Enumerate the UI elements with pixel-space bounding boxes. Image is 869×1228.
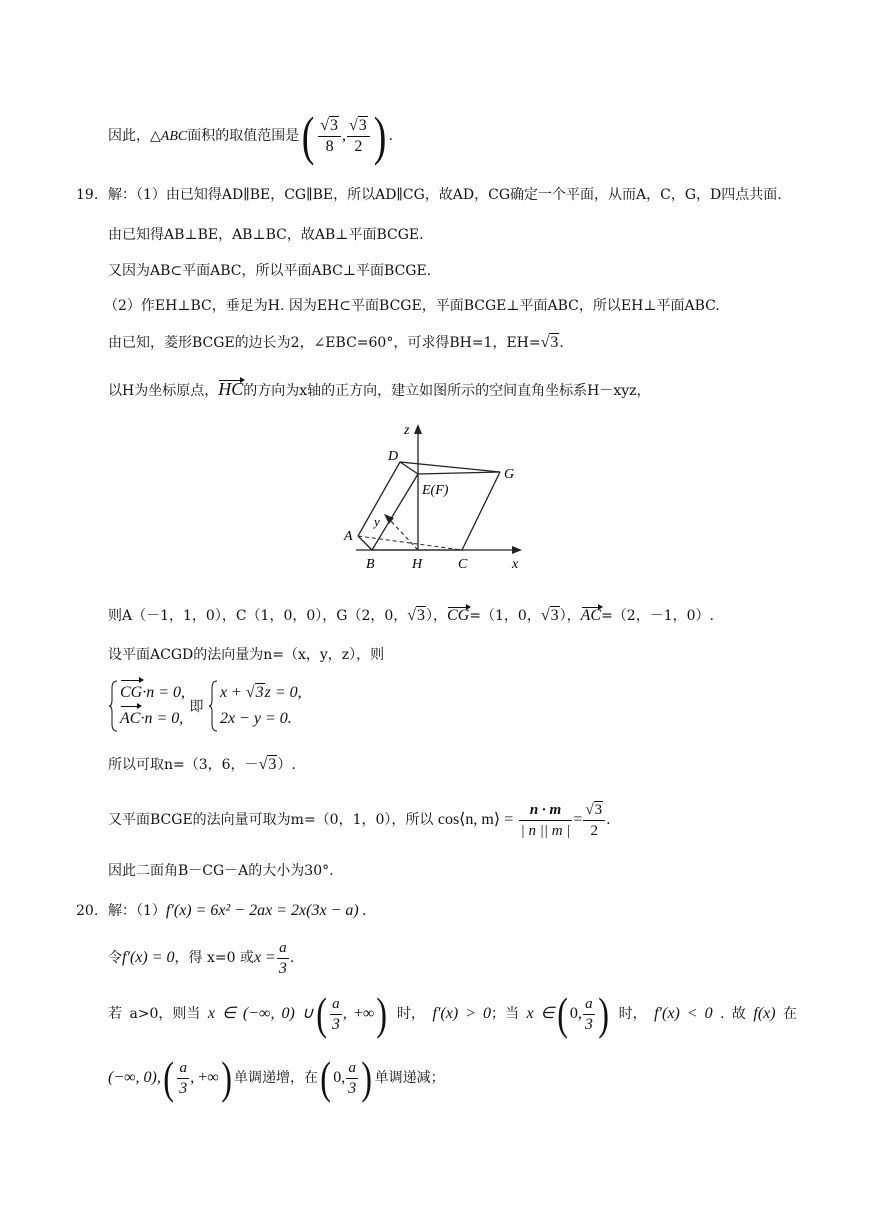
denominator: | n || m | [520,822,571,839]
y-axis [388,518,418,550]
numerator: n · m [519,800,573,821]
fraction: $\frac{√3}{2}$ [583,800,605,841]
radicand: 3 [550,334,559,351]
sqrt: √3 [258,756,277,773]
equation-system [108,680,302,732]
equation: z = 0, [264,684,302,701]
q20-line-1 [76,902,367,920]
text: 以H为坐标原点， [108,383,219,399]
math: f(x) [753,1005,776,1022]
system-right [208,680,302,732]
math: f′(x) < 0 [654,1005,713,1022]
q19-line-11: 因此二面角B－CG－A的大小为30°. [108,863,334,879]
fraction [330,994,342,1035]
system-left [108,680,185,732]
fraction [177,1058,189,1099]
q20-line-2 [108,934,294,982]
sqrt: √3 [407,607,426,624]
math: , +∞ [190,1069,219,1086]
left-paren: ( [301,106,315,166]
numerator: a [583,994,595,1015]
text: 又平面BCGE的法向量可取为m=（0，1，0），所以 [108,812,434,828]
q19-line-2: 由已知得AB⊥BE，AB⊥BC，故AB⊥平面BCGE. [108,227,424,243]
text: =（1，0， [469,608,541,624]
fraction: $\frac{√3}{2}$ [347,116,370,157]
q20-line-3: 若 a>0，则当 x ∈ (−∞, 0) ∪( $\frac{a}{3}$ , +∞) 时， f′(x) > 0；当 x ∈( 0, $\frac{a}{3}$ ) 时， f′(x) < 0 . 故 f(x) 在 [108,988,798,1039]
text: 单调递增，在 [233,1070,318,1086]
brace-icon [108,680,118,732]
brace-icon [208,680,218,732]
label-h: H [412,557,423,572]
sqrt: √3 [245,684,264,701]
vector-ac: AC [580,607,602,624]
radicand: 3 [594,801,603,818]
label-z: z [404,423,410,438]
edge-be [372,474,418,550]
denominator: 3 [348,1079,357,1097]
q19-line-10 [108,794,611,846]
text: ；当 [491,1006,519,1022]
q19-line-5: 由已知，菱形BCGE的边长为2，∠EBC=60°，可求得BH=1，EH=√3. [108,334,564,351]
edge-eg [418,472,500,474]
label-g: G [504,467,515,482]
radicand: 3 [358,116,367,134]
fraction [583,994,595,1035]
text: 在 [783,1006,798,1022]
numerator: a [330,994,342,1015]
denominator: 2 [590,822,599,839]
text: 单调递减； [374,1070,445,1086]
label-x: x [512,557,519,572]
numerator: a [177,1058,189,1079]
vector-cg: CG [447,607,470,624]
text: 的方向为x轴的正方向，建立如图所示的空间直角坐标系H－xyz， [243,383,651,399]
denominator: 3 [179,1079,188,1097]
denominator: 3 [584,1015,593,1033]
math: x ∈ [526,1005,555,1022]
denominator: 8 [325,137,334,155]
radicand: 3 [330,116,338,134]
vector-cg: CG [120,680,142,706]
vector-hc: HC [218,379,244,399]
text: ABC [160,129,188,144]
label-y: y [374,514,380,529]
question-number: 19. [76,187,99,203]
label-ef: E(F) [422,483,449,498]
equation: ·n = 0, [142,684,186,701]
sqrt: √3 [540,607,559,624]
x-axis-arrow [512,546,522,554]
q19-line-3: 又因为AB⊂平面ABC，所以平面ABC⊥平面BCGE. [108,263,432,279]
text: = [573,811,583,828]
radicand: 3 [268,756,277,773]
q20-line-4: (−∞, 0),( $\frac{a}{3}$ , +∞) 单调递增，在( 0, $\frac{a}{3}$ ) 单调递减； [108,1052,445,1103]
text: 则A（－1，1，0），C（1，0，0），G（2，0， [108,608,408,624]
text: ）. [277,757,296,773]
fraction [346,1058,358,1099]
radicand: 3 [550,607,559,624]
math: 0, [333,1069,346,1086]
denominator: 2 [354,137,363,155]
label-a: A [344,529,353,544]
text: . 故 [720,1006,746,1022]
equation: 2x − y = 0. [219,710,292,727]
math: f′(x) > 0 [432,1005,491,1022]
fraction [519,800,573,841]
q19-line-7 [108,607,714,625]
math: f′(x) = 0 [122,949,175,966]
coordinate-figure [336,422,536,582]
edge-ab [358,536,372,550]
equation: x + [219,684,246,701]
edge-cg [462,472,500,550]
math: (−∞, 0), [108,1069,161,1086]
equation: ·n = 0, [140,710,184,727]
fraction [277,938,289,979]
q19-line-1 [76,186,782,204]
q19-line-4: （2）作EH⊥BC，垂足为H. 因为EH⊂平面BCGE，平面BCGE⊥平面ABC，所以EH⊥平面ABC. [104,298,720,314]
area-range-line: 因此，△ABC面积的取值范围是( $\frac{√3}{8}$ , $\frac{√3}{2}$ ) . [108,106,393,166]
q19-line-9 [108,756,296,774]
q19-line-6 [108,380,651,400]
radicand: 3 [417,607,426,624]
text: . [289,950,295,966]
denominator: 3 [278,959,287,977]
denominator: 3 [331,1015,340,1033]
text: 所以可取n=（3，6，－ [108,757,259,773]
text: 解：（1）由已知得AD∥BE，CG∥BE，所以AD∥CG，故AD，CG确定一个平面，从而A，C，G，D四点共面. [108,187,782,203]
text: 解：（1） [108,903,166,919]
q19-line-8: 设平面ACGD的法向量为n=（x，y，z），则 [108,647,385,663]
text: 因此，△ [108,128,161,144]
vector-ac: AC [120,706,140,732]
text: 令 [108,950,122,966]
numerator: a [277,938,289,959]
text: ）， [559,608,581,624]
numerator: a [346,1058,358,1079]
cos-expr: cos⟨n, m⟩ = [437,811,514,828]
right-paren: ) [373,106,387,166]
label-c: C [458,557,468,572]
text: 时， [618,1006,647,1022]
text: 由已知，菱形BCGE的边长为2，∠EBC=60°，可求得BH=1，EH= [108,335,541,351]
math: , +∞ [342,1005,375,1022]
question-number: 20. [76,903,99,919]
derivative-expr: f′(x) = 6x² − 2ax = 2x(3x − a) . [165,902,367,919]
math: 0, [569,1005,582,1022]
text: ，得 x=0 或 [174,950,254,966]
sqrt: √3 [540,334,559,351]
text: ）， [426,608,448,624]
math: x = [253,949,276,966]
label-b: B [366,557,375,572]
text: =（2，－1，0）. [601,608,714,624]
math: x ∈ (−∞, 0) ∪ [207,1005,314,1022]
text: 面积的取值范围是 [187,128,300,144]
text: 若 a>0，则当 [108,1006,201,1022]
label-d: D [388,449,399,464]
text: 即 [189,699,204,715]
fraction: $\frac{√3}{8}$ [318,116,341,157]
radicand: 3 [255,684,264,701]
text: 时， [397,1006,426,1022]
text: . [606,812,611,828]
z-axis-arrow [414,424,422,434]
edge-dg [400,462,500,472]
